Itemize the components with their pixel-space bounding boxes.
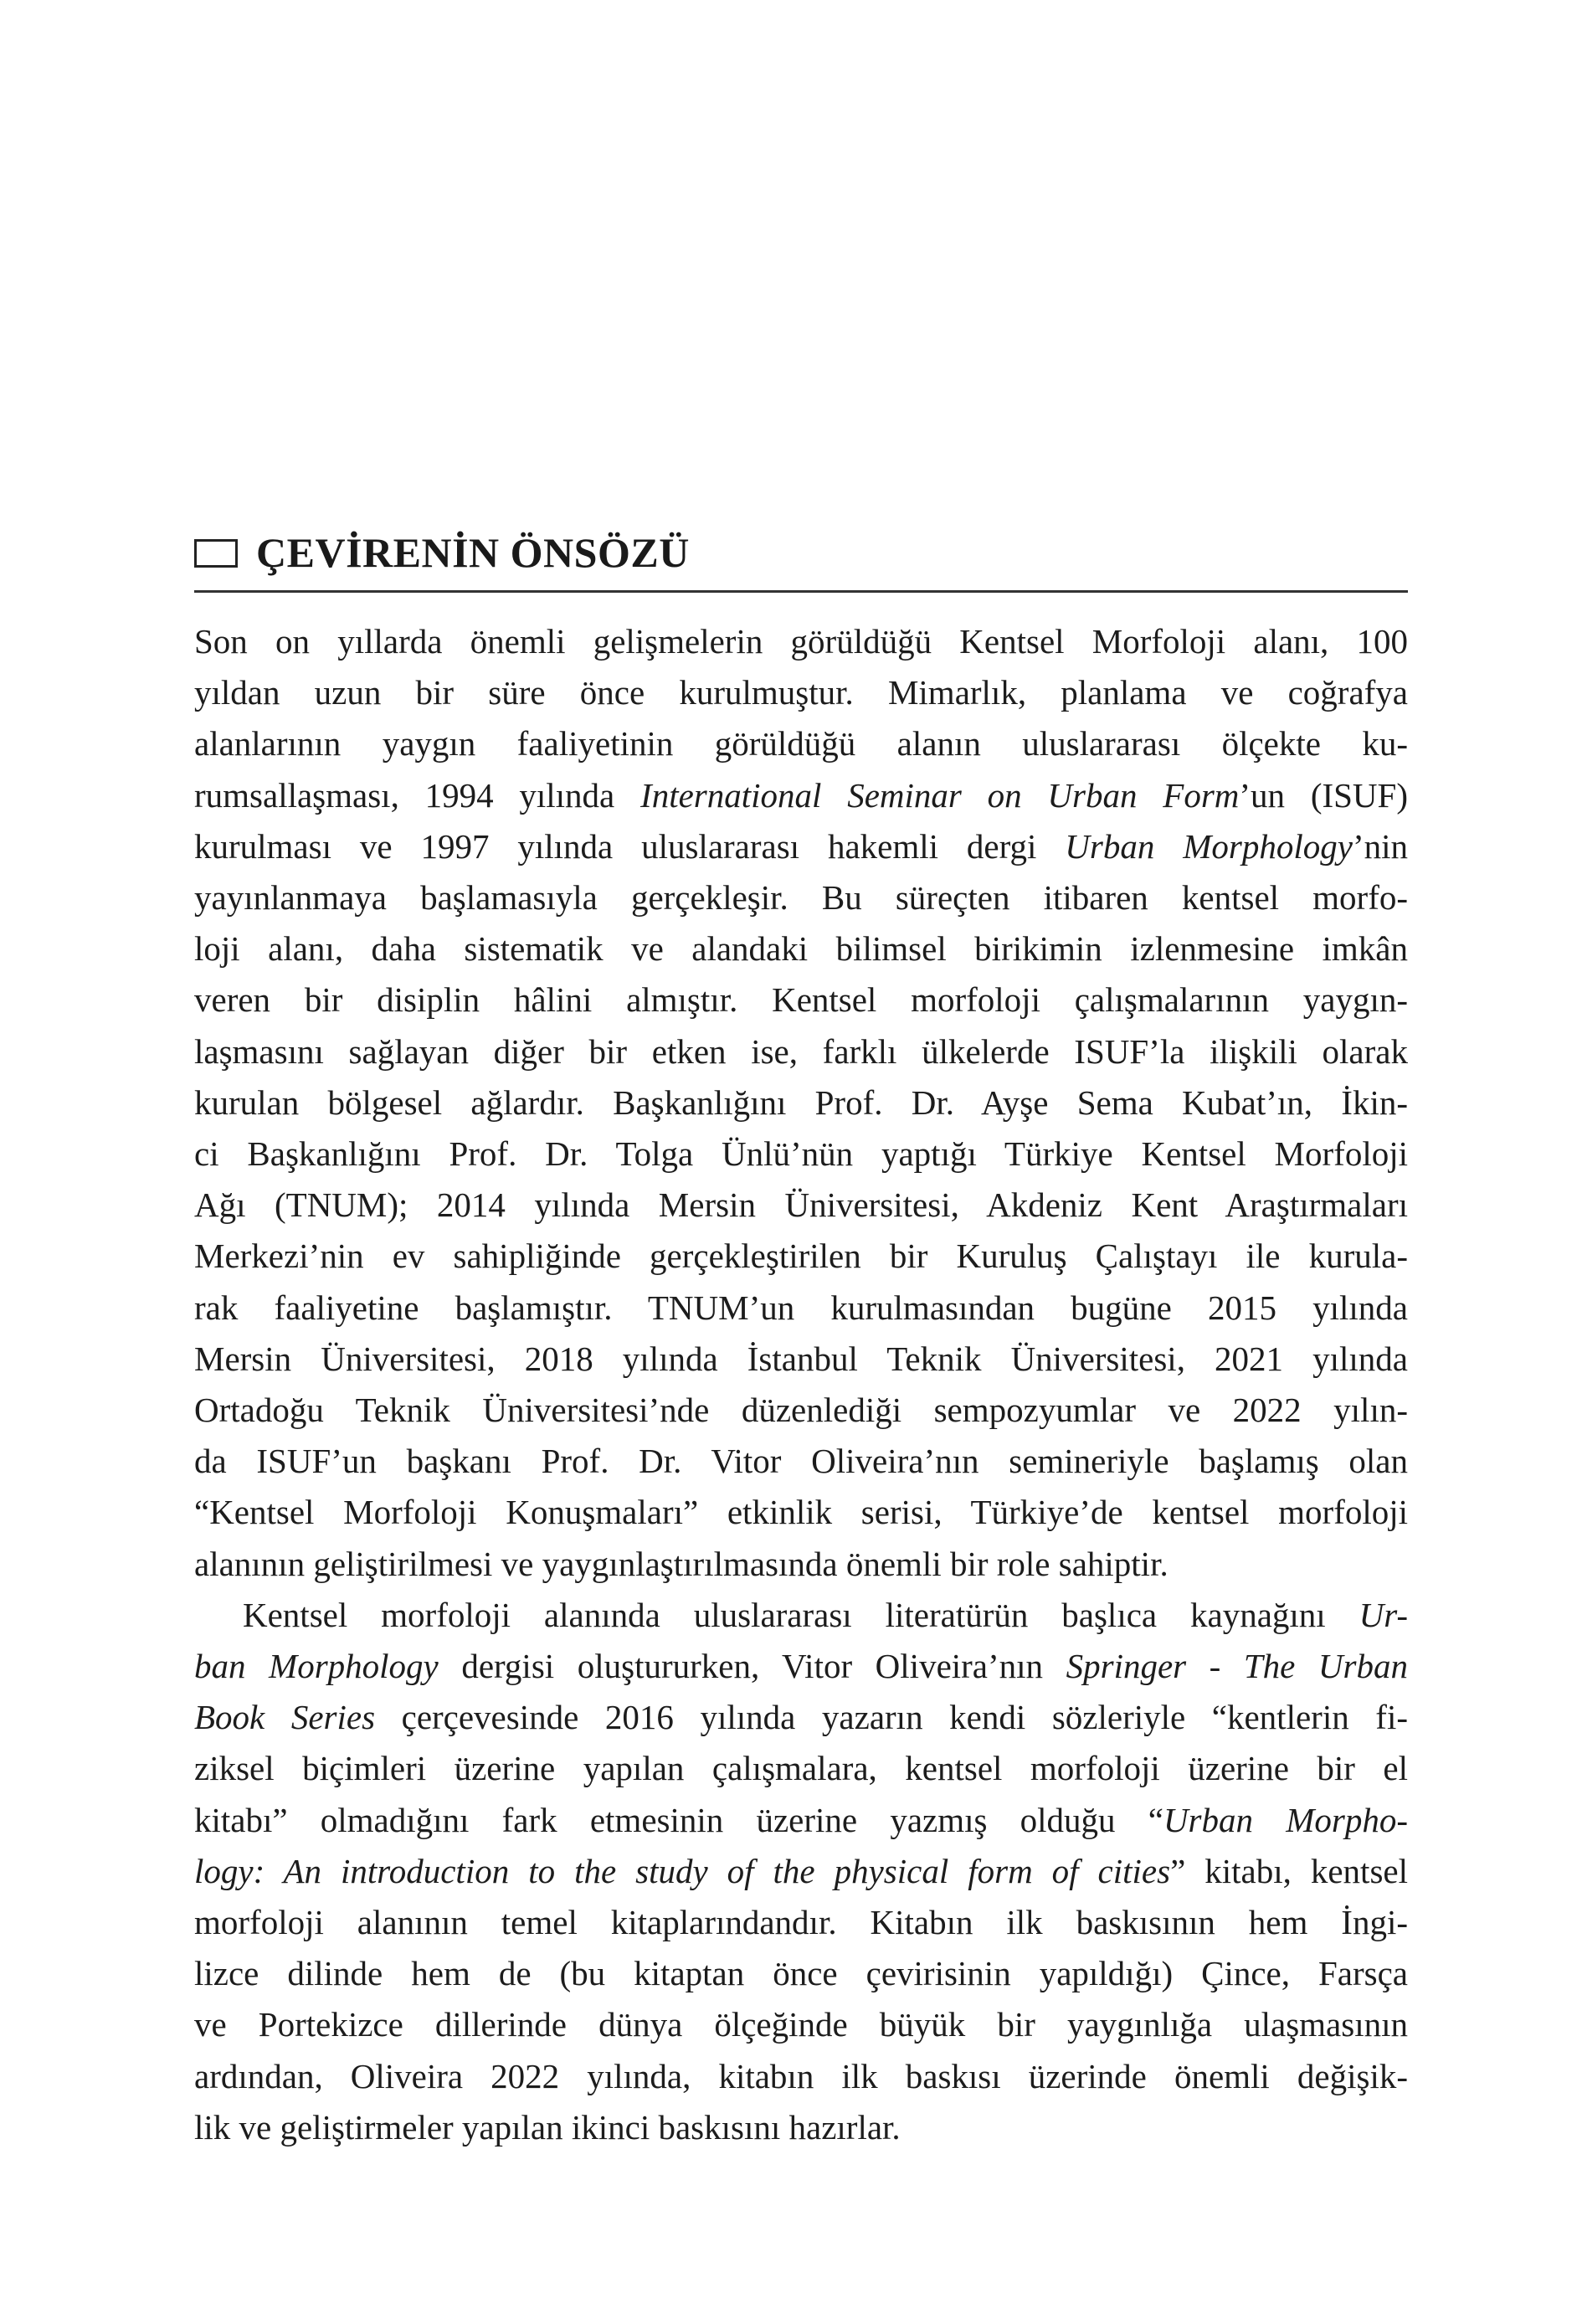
text-run: rumsallaşması, 1994 yılında [194,775,641,815]
text-run: yıldan uzun bir süre önce kurulmuştur. Mimarlık, planlama ve coğrafya [194,673,1408,712]
section-heading [194,523,1408,582]
text-line [194,2102,1408,2153]
text-run: yayınlanmaya başlamasıyla gerçekleşir. Bu süreçten itibaren kentsel morfo- [194,878,1408,918]
text-run: dergisi oluştururken, Vitor Oliveira’nın [438,1647,1066,1686]
text-line [194,770,1408,821]
text-line [194,1795,1408,1846]
text-line [194,1590,1408,1641]
text-run: Son on yıllarda önemli gelişmelerin görüldüğü Kentsel Morfoloji alanı, 100 [194,622,1408,661]
text-line [194,1385,1408,1436]
paragraph-2 [194,1590,1408,2153]
text-run: alanının geliştirilmesi ve yaygınlaştırılmasında önemli bir role sahiptir. [194,1544,1169,1583]
italic-title: Urban Morpho- [1163,1800,1408,1839]
text-line [194,821,1408,872]
text-line [194,974,1408,1026]
text-run: ’nin [1352,826,1408,866]
document-page [194,523,1408,2153]
text-line [194,1692,1408,1743]
text-run: loji alanı, daha sistematik ve alandaki bilimsel birikimin izlenmesine imkân [194,929,1408,969]
text-line [194,1897,1408,1948]
text-run: kurulan bölgesel ağlardır. Başkanlığını Prof. Dr. Ayşe Sema Kubat’ın, İkin- [194,1082,1408,1122]
text-run: da ISUF’un başkanı Prof. Dr. Vitor Oliveira’nın semineriyle başlamış olan [194,1442,1408,1481]
text-run: Ağı (TNUM); 2014 yılında Mersin Üniversitesi, Akdeniz Kent Araştırmaları [194,1185,1408,1225]
text-line [194,616,1408,667]
text-line [194,1180,1408,1231]
text-run: kurulması ve 1997 yılında uluslararası hakemli dergi [194,826,1066,866]
text-run: ardından, Oliveira 2022 yılında, kitabın ilk baskısı üzerinde önemli değişik- [194,2056,1408,2095]
italic-title: International Seminar on Urban Form [640,775,1240,815]
text-run: laşmasını sağlayan diğer bir etken ise, farklı ülkelerde ISUF’la ilişkili olarak [194,1031,1408,1071]
text-line [194,1743,1408,1794]
text-run: Ortadoğu Teknik Üniversitesi’nde düzenlediği sempozyumlar ve 2022 yılın- [194,1391,1408,1430]
text-line [194,1231,1408,1282]
text-line [194,667,1408,718]
text-line [194,1026,1408,1077]
text-run: veren bir disiplin hâlini almıştır. Kentsel morfoloji çalışmalarının yaygın- [194,980,1408,1020]
body-text [194,616,1408,2153]
text-line [194,1999,1408,2050]
text-run: ve Portekizce dillerinde dünya ölçeğinde büyük bir yaygınlığa ulaşmasının [194,2005,1408,2044]
text-run: ziksel biçimleri üzerine yapılan çalışmalara, kentsel morfoloji üzerine bir el [194,1749,1408,1788]
text-run: ’un (ISUF) [1239,775,1409,815]
text-line [194,1539,1408,1590]
text-run: lik ve geliştirmeler yapılan ikinci baskısını hazırlar. [194,2107,901,2147]
text-line [194,1436,1408,1487]
italic-title: Book Series [194,1698,376,1737]
text-run: lizce dilinde hem de (bu kitaptan önce çevirisinin yapıldığı) Çince, Farsça [194,1954,1408,1993]
italic-title: Ur- [1359,1595,1408,1634]
text-run: alanlarının yaygın faaliyetinin görüldüğü alanın uluslararası ölçekte ku- [194,724,1408,764]
italic-title: Springer - The Urban [1066,1647,1408,1686]
section-title: ÇEVİRENİN ÖNSÖZÜ [256,529,690,576]
italic-title: Urban Morphology [1065,826,1353,866]
text-run: kitabı” olmadığını fark etmesinin üzerine yazmış olduğu “ [194,1800,1163,1839]
text-line [194,1641,1408,1692]
heading-divider [194,590,1408,593]
text-run: Kentsel morfoloji alanında uluslararası literatürün başlıca kaynağını [243,1595,1359,1634]
paragraph-1 [194,616,1408,1590]
text-line [194,1846,1408,1897]
text-line [194,923,1408,974]
text-line [194,872,1408,923]
text-run: Mersin Üniversitesi, 2018 yılında İstanbul Teknik Üniversitesi, 2021 yılında [194,1339,1408,1378]
text-line [194,1077,1408,1129]
text-run: Merkezi’nin ev sahipliğinde gerçekleştirilen bir Kuruluş Çalıştayı ile kurula- [194,1237,1408,1276]
text-line [194,2051,1408,2102]
text-line [194,1129,1408,1180]
text-run: çerçevesinde 2016 yılında yazarın kendi sözleriyle “kentlerin fi- [375,1698,1408,1737]
text-run: ” kitabı, kentsel [1170,1851,1408,1890]
text-run: morfoloji alanının temel kitaplarındandır. Kitabın ilk baskısının hem İngi- [194,1903,1408,1942]
italic-title: logy: An introduction to the study of the physical form of cities [194,1851,1171,1890]
italic-title: ban Morphology [194,1647,439,1686]
text-line [194,718,1408,769]
text-run: ci Başkanlığını Prof. Dr. Tolga Ünlü’nün yaptığı Türkiye Kentsel Morfoloji [194,1134,1408,1174]
text-line [194,1283,1408,1334]
text-line [194,1334,1408,1385]
text-line [194,1487,1408,1538]
text-run: rak faaliyetine başlamıştır. TNUM’un kurulmasından bugüne 2015 yılında [194,1288,1408,1327]
text-line [194,1948,1408,1999]
text-run: “Kentsel Morfoloji Konuşmaları” etkinlik serisi, Türkiye’de kentsel morfoloji [194,1493,1408,1532]
hollow-square-icon [194,539,238,568]
